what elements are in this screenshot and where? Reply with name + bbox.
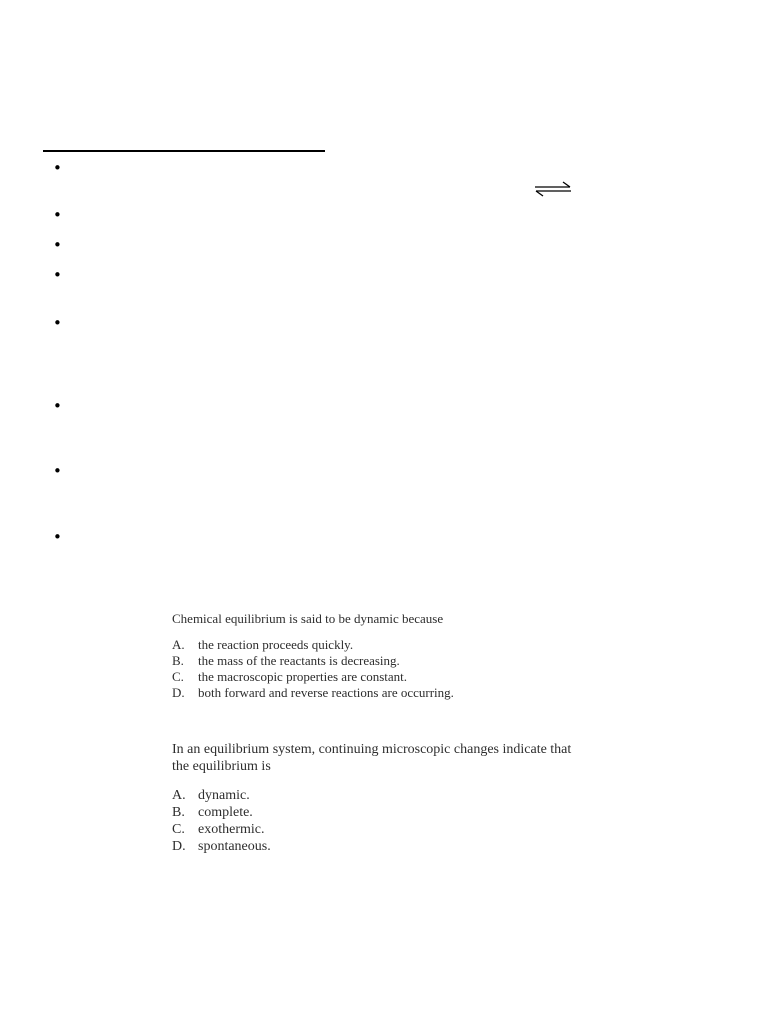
bullet-icon	[53, 271, 61, 279]
choice-c	[172, 821, 571, 838]
choice-letter: B.	[172, 805, 185, 820]
bullet-icon	[53, 319, 61, 327]
choice-letter: C.	[172, 669, 184, 684]
choice-a	[172, 787, 571, 804]
choice-letter: B.	[172, 653, 184, 668]
equilibrium-arrow-icon	[534, 180, 572, 198]
choice-c	[172, 669, 454, 685]
choice-d	[172, 685, 454, 701]
bullet-icon	[53, 533, 61, 541]
choice-letter: A.	[172, 637, 185, 652]
question-stem: Chemical equilibrium is said to be dynamic because	[172, 611, 444, 626]
choice-a	[172, 637, 454, 653]
question-stem-line: the equilibrium is	[172, 759, 271, 774]
choice-b	[172, 804, 571, 821]
choice-text: complete.	[198, 805, 253, 820]
bullet-icon	[53, 467, 61, 475]
answer-choices	[172, 637, 454, 701]
choice-letter: D.	[172, 685, 185, 700]
choice-letter: D.	[172, 839, 186, 854]
choice-letter: A.	[172, 788, 186, 803]
question-stem-line: In an equilibrium system, continuing microscopic changes indicate that	[172, 742, 572, 757]
choice-text: spontaneous.	[198, 839, 271, 854]
choice-text: the macroscopic properties are constant.	[198, 669, 407, 684]
choice-d	[172, 838, 571, 855]
question-2	[172, 741, 571, 855]
choice-text: both forward and reverse reactions are occurring.	[198, 685, 454, 700]
choice-text: exothermic.	[198, 822, 265, 837]
question-stem	[172, 741, 571, 775]
bullet-icon	[53, 211, 61, 219]
choice-letter: C.	[172, 822, 185, 837]
choice-text: dynamic.	[198, 788, 250, 803]
heading-underline	[43, 150, 325, 152]
choice-text: the reaction proceeds quickly.	[198, 637, 354, 652]
answer-choices	[172, 787, 571, 855]
question-1	[172, 611, 454, 701]
bullet-icon	[53, 164, 61, 172]
choice-b	[172, 653, 454, 669]
bullet-icon	[53, 241, 61, 249]
bullet-icon	[53, 402, 61, 410]
choice-text: the mass of the reactants is decreasing.	[198, 653, 400, 668]
